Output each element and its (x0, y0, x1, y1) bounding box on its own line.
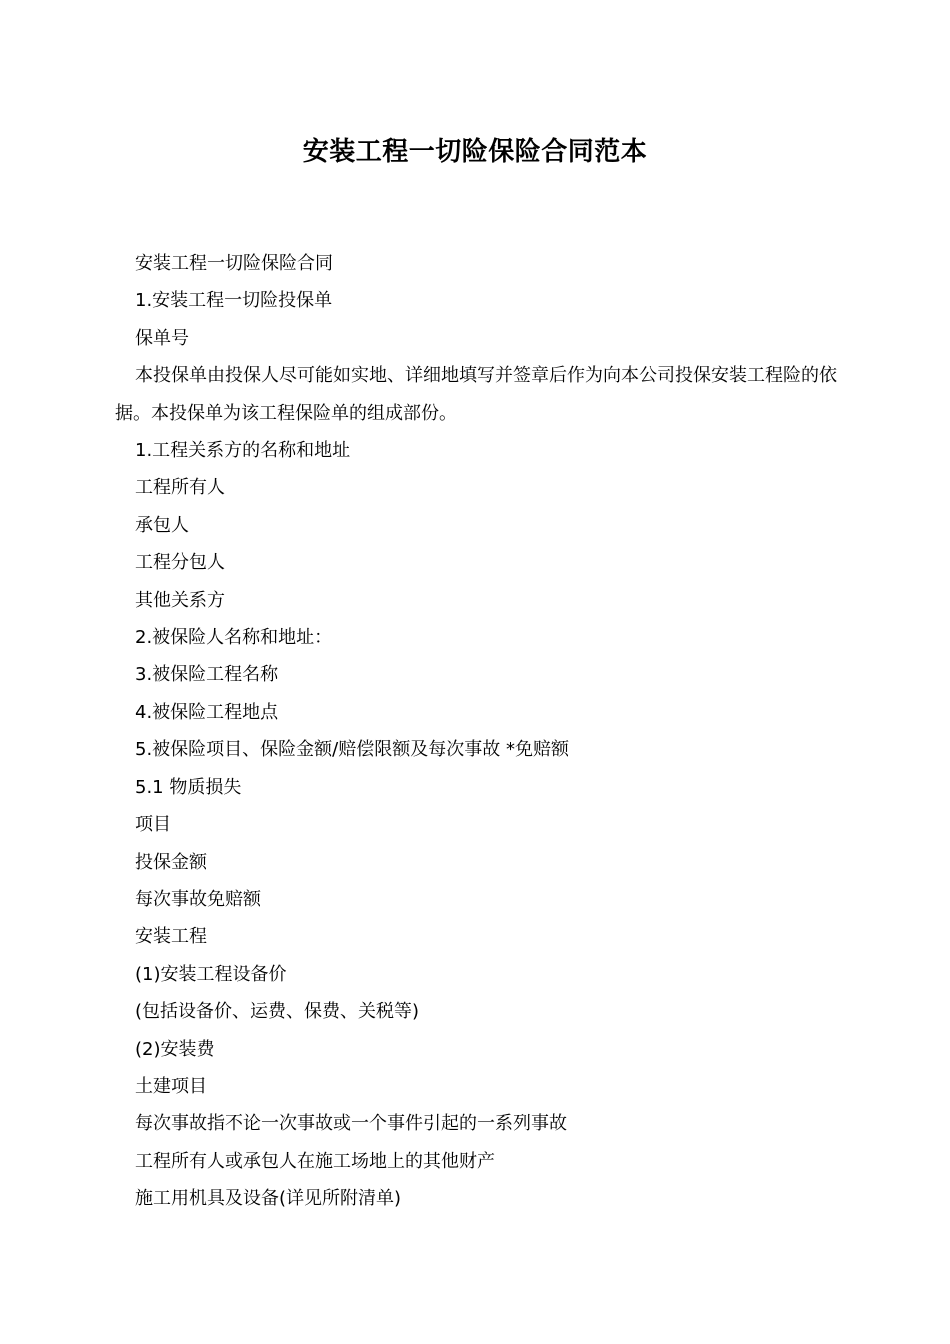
document-body (115, 245, 840, 1218)
paragraph: 1.安装工程一切险投保单 (135, 290, 333, 312)
paragraph: (2)安装费 (135, 1038, 215, 1060)
paragraph: 本投保单由投保人尽可能如实地、详细地填写并签章后作为向本公司投保安装工程险的依据。本投保单为该工程保险单的组成部份。 (115, 365, 837, 424)
paragraph: 1.工程关系方的名称和地址 (135, 440, 351, 462)
paragraph: 工程分包人 (135, 552, 225, 574)
paragraph: 承包人 (135, 514, 189, 536)
paragraph: 保单号 (135, 327, 189, 349)
paragraph: 5.1 物质损失 (135, 776, 242, 798)
paragraph: 每次事故免赔额 (135, 888, 261, 910)
paragraph: 安装工程一切险保险合同 (135, 253, 333, 274)
paragraph: 2.被保险人名称和地址： (135, 627, 333, 649)
paragraph: 5.被保险项目、保险金额/赔偿限额及每次事故 *免赔额 (135, 739, 569, 761)
paragraph: 工程所有人或承包人在施工场地上的其他财产 (135, 1150, 495, 1172)
paragraph: 土建项目 (135, 1075, 207, 1097)
paragraph: (包括设备价、运费、保费、关税等) (135, 1001, 420, 1023)
paragraph: 每次事故指不论一次事故或一个事件引起的一系列事故 (135, 1113, 567, 1135)
paragraph: 工程所有人 (135, 477, 225, 499)
paragraph: 施工用机具及设备(详见所附清单) (135, 1188, 402, 1210)
paragraph: (1)安装工程设备价 (135, 963, 287, 985)
paragraph: 安装工程 (135, 926, 207, 948)
document-title: 安装工程一切险保险合同范本 (302, 137, 648, 167)
paragraph: 3.被保险工程名称 (135, 664, 279, 686)
paragraph: 投保金额 (135, 851, 207, 873)
paragraph: 项目 (135, 814, 171, 836)
paragraph: 其他关系方 (135, 589, 225, 611)
paragraph: 4.被保险工程地点 (135, 701, 279, 723)
